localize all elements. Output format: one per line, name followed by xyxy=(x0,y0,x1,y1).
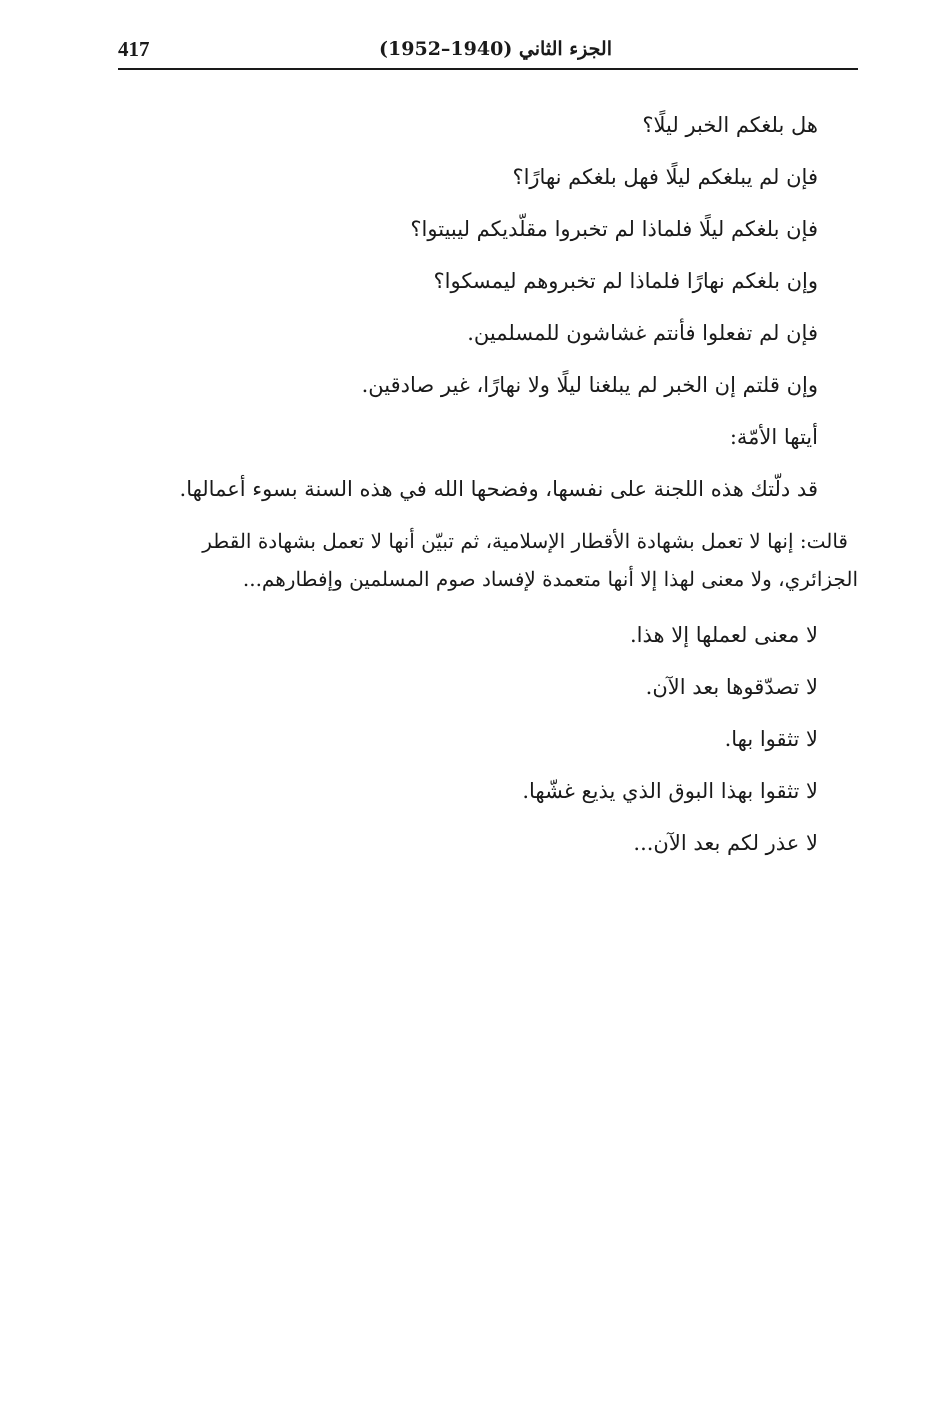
text-line: أيتها الأمّة: xyxy=(729,425,818,449)
text-line: فإن لم يبلغكم ليلًا فهل بلغكم نهارًا؟ xyxy=(512,165,818,189)
paragraph xyxy=(108,516,858,608)
text-line: لا تثقوا بها. xyxy=(724,727,818,751)
paragraph-line: قالت: إنها لا تعمل بشهادة الأقطار الإسلامية، ثم تبيّن أنها لا تعمل بشهادة القطر xyxy=(202,529,848,553)
running-title: الجزء الثاني (1940–1952) xyxy=(379,38,612,60)
text-line: لا تصدّقوها بعد الآن. xyxy=(645,675,818,699)
text-line: قد دلّتك هذه اللجنة على نفسها، وفضحها الله في هذه السنة بسوء أعمالها. xyxy=(179,477,818,501)
paragraph-line: الجزائري، ولا معنى لهذا إلا أنها متعمدة لإفساد صوم المسلمين وإفطارهم... xyxy=(242,567,858,591)
text-line: فإن بلغكم ليلًا فلماذا لم تخبروا مقلّديكم ليبيتوا؟ xyxy=(410,217,818,241)
text-line: وإن بلغكم نهارًا فلماذا لم تخبروهم ليمسكوا؟ xyxy=(433,269,818,293)
text-line: وإن قلتم إن الخبر لم يبلغنا ليلًا ولا نهارًا، غير صادقين. xyxy=(361,373,818,397)
page-body xyxy=(108,100,858,870)
text-line: لا تثقوا بهذا البوق الذي يذيع غشّها. xyxy=(522,779,818,803)
text-line: فإن لم تفعلوا فأنتم غشاشون للمسلمين. xyxy=(467,321,818,345)
page-header xyxy=(118,34,858,70)
page-number: 417 xyxy=(118,37,150,61)
text-line: هل بلغكم الخبر ليلًا؟ xyxy=(642,113,818,137)
text-line: لا عذر لكم بعد الآن... xyxy=(633,831,818,855)
text-line: لا معنى لعملها إلا هذا. xyxy=(629,623,818,647)
